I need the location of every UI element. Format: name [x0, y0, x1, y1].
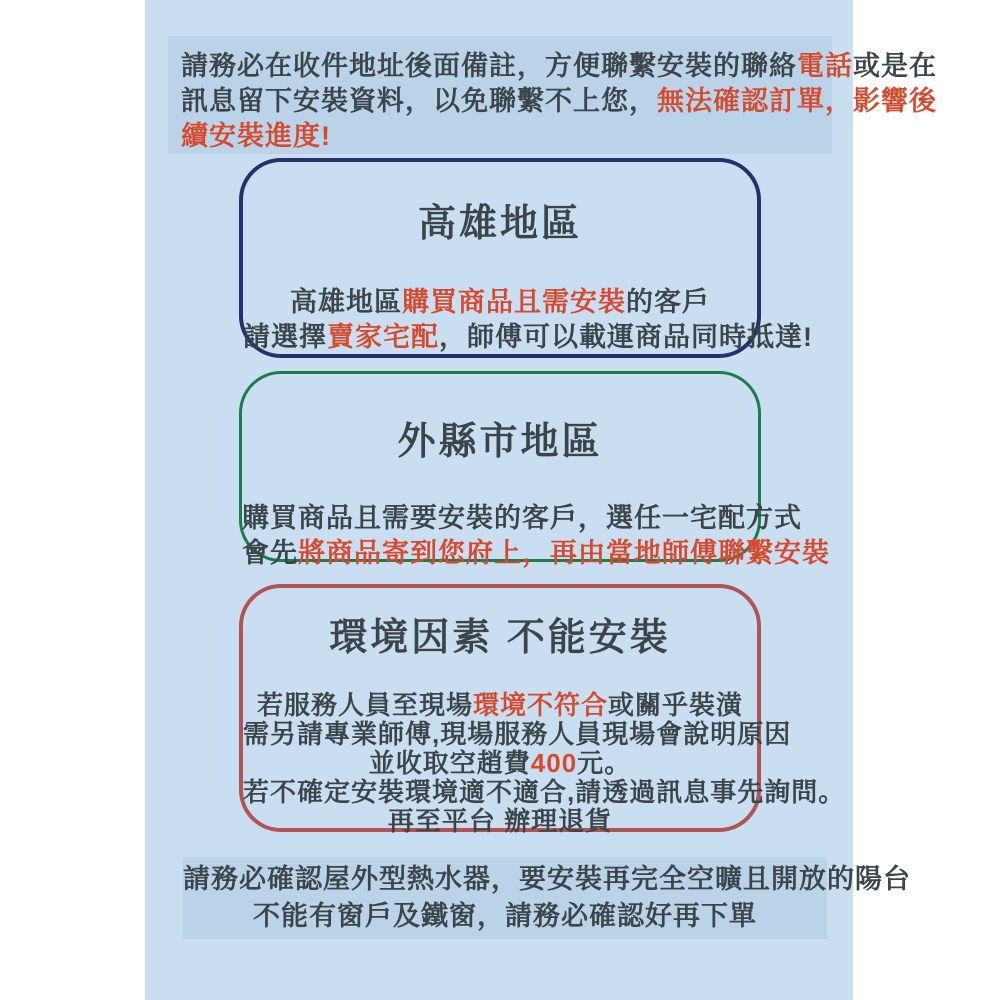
kaohsiung-box-title: 高雄地區: [417, 203, 582, 245]
text-segment: 元。: [577, 748, 632, 778]
top-notice-panel: [168, 36, 937, 154]
text-segment-red: 400: [530, 748, 578, 778]
text-segment-red: 賣家宅配: [327, 322, 439, 352]
text-segment: 會先: [242, 538, 298, 568]
notice-line: [243, 691, 757, 720]
kaohsiung-box-body: [243, 285, 813, 355]
notice-line: [181, 84, 937, 119]
environment-box: [239, 584, 846, 836]
text-segment: 訊息留下安裝資料，以免聯繫不上您，: [181, 86, 657, 116]
text-segment-red: 續安裝進度!: [181, 121, 331, 151]
notice-line: [242, 501, 802, 536]
notice-line: [181, 119, 819, 154]
other-region-box-title: 外縣市地區: [397, 421, 603, 463]
notice-line: [243, 807, 757, 836]
text-segment: 或關乎裝潢: [608, 690, 744, 720]
notice-line: [243, 285, 757, 320]
text-segment-red: 將商品寄到您府上，再由當地師傅聯繫安裝: [298, 538, 830, 568]
text-segment-red: 無法確認訂單，影響後: [657, 86, 937, 116]
text-segment-red: 環境不符合: [472, 690, 608, 720]
text-segment: 需另請專業師傅,現場服務人員現場會說明原因: [243, 719, 792, 749]
text-segment: 若服務人員至現場: [256, 690, 473, 720]
notice-line: [242, 536, 830, 571]
text-segment: 請選擇: [243, 322, 327, 352]
text-segment: 請務必確認屋外型熱水器，要安裝再完全空曠且開放的陽台: [183, 864, 911, 894]
text-segment: 購買商品且需要安裝的客戶，選任一宅配方式: [242, 503, 802, 533]
text-segment: 或是在: [853, 51, 937, 81]
text-segment: 並收取空趙費: [368, 748, 531, 778]
text-segment: 再至平台 辦理退貨: [387, 806, 613, 836]
text-segment: 請務必在收件地址後面備註，方便聯繫安裝的聯絡: [181, 51, 797, 81]
environment-box-title: 環境因素 不能安裝: [329, 617, 671, 659]
notice-line: [243, 320, 813, 355]
other-region-box-body: [242, 501, 830, 571]
text-segment: 高雄地區: [290, 287, 402, 317]
text-segment-red: 電話: [797, 51, 853, 81]
environment-box-body: [243, 690, 846, 836]
text-segment: ，師傅可以載運商品同時抵達!: [439, 322, 813, 352]
notice-line: [243, 749, 757, 778]
text-segment-red: 購買商品且需安裝: [402, 287, 626, 317]
text-segment: 若不確定安裝環境適不適合,請透過訊息事先詢問。: [243, 777, 846, 807]
notice-line: [243, 719, 792, 749]
notice-page: [145, 0, 937, 1000]
other-region-box: [239, 371, 830, 568]
text-segment: 不能有窗戶及鐵窗，請務必確認好再下單: [253, 901, 757, 931]
kaohsiung-area-box: [239, 158, 813, 358]
text-segment: 的客戶: [626, 287, 710, 317]
bottom-notice-panel: [183, 857, 911, 939]
notice-line: [181, 49, 937, 84]
notice-line: [183, 861, 911, 898]
notice-line: [183, 898, 827, 935]
notice-line: [243, 777, 846, 807]
